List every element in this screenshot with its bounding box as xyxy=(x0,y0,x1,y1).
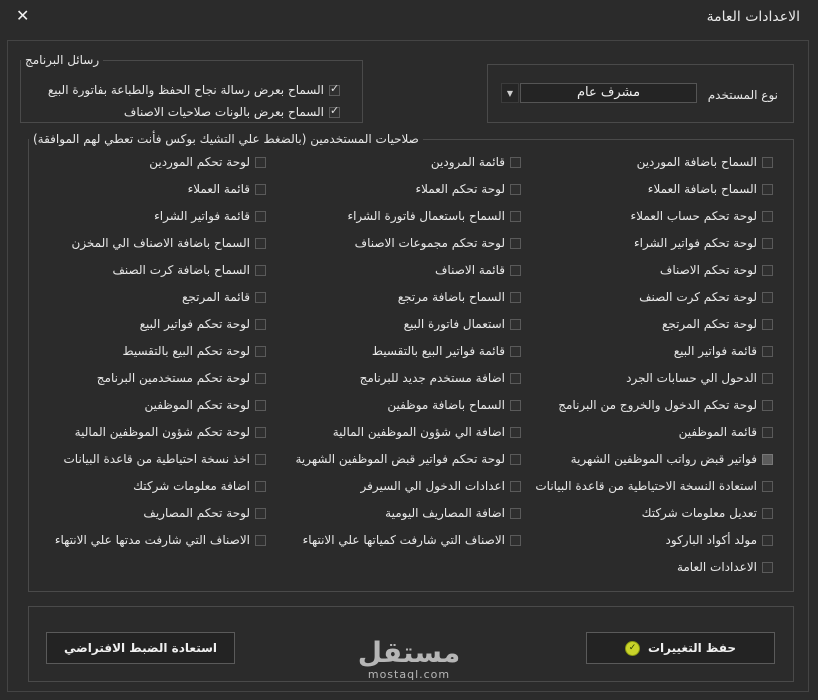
permission-checkbox-row[interactable] xyxy=(387,396,521,414)
checkbox-label: لوحة تحكم العملاء xyxy=(415,182,505,196)
save-button[interactable] xyxy=(586,632,775,664)
checkbox[interactable] xyxy=(510,373,521,384)
checkbox[interactable] xyxy=(762,400,773,411)
checkbox-label: السماح باضافة موظفين xyxy=(387,398,505,412)
reset-defaults-label: استعادة الضبط الافتراضي xyxy=(64,641,217,655)
permission-checkbox-row[interactable] xyxy=(149,153,266,171)
checkbox-label: استعمال فاتورة البيع xyxy=(403,317,505,331)
checkbox[interactable] xyxy=(510,454,521,465)
checkbox-label: لوحة تحكم فواتير البيع xyxy=(139,317,250,331)
permission-checkbox-row[interactable] xyxy=(182,288,266,306)
permission-checkbox-row[interactable] xyxy=(639,288,773,306)
checkbox-label: قائمة الموظفين xyxy=(678,425,757,439)
watermark-arabic: مستقل xyxy=(357,636,461,669)
checkbox-label: اضافة الي شؤون الموظفين المالية xyxy=(332,425,505,439)
permission-checkbox-row[interactable] xyxy=(333,423,521,441)
window-title: الاعدادات العامة xyxy=(706,9,800,25)
checkbox-label: السماح باضافة الموردين xyxy=(636,155,757,169)
permission-checkbox-row[interactable] xyxy=(631,207,773,225)
permission-checkbox-row[interactable] xyxy=(360,369,521,387)
checkbox-label: قائمة فواتير البيع بالتقسيط xyxy=(371,344,505,358)
checkbox-label: لوحة تحكم الاصناف xyxy=(659,263,757,277)
permission-checkbox-row[interactable] xyxy=(404,315,521,333)
checkbox[interactable] xyxy=(255,427,266,438)
permission-checkbox-row[interactable] xyxy=(124,103,340,121)
checkbox[interactable] xyxy=(255,535,266,546)
reset-defaults-button[interactable] xyxy=(46,632,235,664)
checkbox[interactable] xyxy=(510,292,521,303)
checkbox-label: اضافة المصاريف اليومية xyxy=(385,506,505,520)
checkbox-label: السماح باضافة العملاء xyxy=(647,182,757,196)
permission-checkbox-row[interactable] xyxy=(385,504,521,522)
checkbox-label: تعديل معلومات شركتك xyxy=(641,506,757,520)
checkbox-label: لوحة تحكم فواتير قبض الموظفين الشهرية xyxy=(295,452,505,466)
checkbox[interactable] xyxy=(255,184,266,195)
checkbox-label: لوحة تحكم حساب العملاء xyxy=(630,209,757,223)
permission-checkbox-row[interactable] xyxy=(634,234,773,252)
checkbox[interactable] xyxy=(762,562,773,573)
checkbox-label: استعادة النسخة الاحتياطية من قاعدة البيانات xyxy=(535,479,757,493)
checkbox[interactable] xyxy=(255,292,266,303)
permission-checkbox-row[interactable] xyxy=(642,504,773,522)
permission-checkbox-row[interactable] xyxy=(347,207,521,225)
permission-checkbox-row[interactable] xyxy=(558,396,773,414)
permission-checkbox-row[interactable] xyxy=(361,477,521,495)
checkbox[interactable] xyxy=(762,481,773,492)
permission-checkbox-row[interactable] xyxy=(398,288,521,306)
checkbox-label: قائمة فواتير الشراء xyxy=(154,209,250,223)
checkbox[interactable] xyxy=(762,157,773,168)
permission-checkbox-row[interactable] xyxy=(97,369,266,387)
checkbox-label: السماح بعرض بالونات صلاحيات الاصناف xyxy=(123,105,324,119)
chevron-down-icon[interactable]: ▼ xyxy=(501,83,519,103)
checkbox[interactable] xyxy=(255,157,266,168)
watermark-logo xyxy=(354,638,464,681)
save-button-label: حفظ التغييرات xyxy=(647,641,737,655)
checkbox[interactable] xyxy=(255,238,266,249)
checkbox-label: السماح باضافة مرتجع xyxy=(397,290,505,304)
checkbox-label: لوحة تحكم المصاريف xyxy=(143,506,250,520)
permission-checkbox-row[interactable] xyxy=(75,423,266,441)
checkbox-label: لوحة تحكم الموردين xyxy=(149,155,250,169)
checkbox-label: اخذ نسخة احتياطية من قاعدة البيانات xyxy=(63,452,250,466)
checkbox[interactable] xyxy=(510,481,521,492)
checkbox[interactable] xyxy=(255,454,266,465)
checkbox[interactable] xyxy=(762,265,773,276)
checkbox[interactable] xyxy=(510,400,521,411)
checkbox-label: قائمة الاصناف xyxy=(434,263,505,277)
checkbox[interactable] xyxy=(762,319,773,330)
permission-checkbox-row[interactable] xyxy=(415,180,521,198)
permission-checkbox-row[interactable] xyxy=(140,315,266,333)
permission-checkbox-row[interactable] xyxy=(48,81,340,99)
checkbox-label: لوحة تحكم الدخول والخروج من البرنامج xyxy=(558,398,757,412)
checkbox-label: الاصناف التي شارفت كمياتها علي الانتهاء xyxy=(302,533,505,547)
permission-checkbox-row[interactable] xyxy=(154,207,266,225)
checkbox-label: لوحة تحكم كرت الصنف xyxy=(639,290,757,304)
permission-checkbox-row[interactable] xyxy=(64,450,267,468)
checkbox-label: الاعدادات العامة xyxy=(676,560,757,574)
checkbox[interactable] xyxy=(762,535,773,546)
close-icon[interactable]: ✕ xyxy=(16,6,30,25)
checkbox[interactable] xyxy=(329,107,340,118)
permission-checkbox-row[interactable] xyxy=(662,315,773,333)
checkbox[interactable] xyxy=(255,508,266,519)
user-type-label: نوع المستخدم xyxy=(707,88,778,102)
checkbox[interactable] xyxy=(510,427,521,438)
permission-checkbox-row[interactable] xyxy=(122,342,266,360)
checkbox-label: لوحة تحكم الموظفين xyxy=(144,398,250,412)
checkbox[interactable] xyxy=(762,508,773,519)
user-permissions-box xyxy=(28,132,794,592)
checkbox[interactable] xyxy=(255,346,266,357)
checkbox-label: اضافة مستخدم جديد للبرنامج xyxy=(359,371,505,385)
checkbox-label: اعدادات الدخول الي السيرفر xyxy=(360,479,505,493)
checkbox-label: لوحة تحكم فواتير الشراء xyxy=(634,236,757,250)
checkbox[interactable] xyxy=(762,427,773,438)
checkbox-label: السماح باضافة الاصناف الي المخزن xyxy=(71,236,250,250)
check-circle-icon: ✓ xyxy=(625,641,640,656)
checkbox[interactable] xyxy=(762,346,773,357)
permission-checkbox-row[interactable] xyxy=(372,342,521,360)
checkbox-label: الدحول الي حسابات الجرد xyxy=(626,371,757,385)
permission-checkbox-row[interactable] xyxy=(648,180,773,198)
checkbox[interactable] xyxy=(510,265,521,276)
checkbox[interactable] xyxy=(329,85,340,96)
permission-checkbox-row[interactable] xyxy=(535,477,773,495)
permission-checkbox-row[interactable] xyxy=(55,531,266,549)
checkbox[interactable] xyxy=(255,211,266,222)
permission-checkbox-row[interactable] xyxy=(72,234,267,252)
checkbox-label: قائمة فواتير البيع xyxy=(673,344,757,358)
checkbox-label: لوحة تحكم مجموعات الاصناف xyxy=(354,236,505,250)
checkbox[interactable] xyxy=(762,454,773,465)
checkbox-label: قائمة العملاء xyxy=(187,182,250,196)
checkbox[interactable] xyxy=(510,238,521,249)
checkbox-label: قائمة المرودين xyxy=(430,155,505,169)
user-permissions-legend: صلاحيات المستخدمين (بالضغط علي التشيك بوكس فأنت تعطي لهم الموافقة) xyxy=(33,132,419,146)
checkbox[interactable] xyxy=(255,265,266,276)
program-messages-legend: رسائل البرنامج xyxy=(25,53,100,67)
title-bar xyxy=(0,0,818,36)
checkbox[interactable] xyxy=(510,157,521,168)
checkbox-label: مولد أكواد الباركود xyxy=(665,533,757,547)
permission-checkbox-row[interactable] xyxy=(144,396,266,414)
checkbox[interactable] xyxy=(510,184,521,195)
checkbox[interactable] xyxy=(762,211,773,222)
permission-checkbox-row[interactable] xyxy=(355,234,521,252)
permission-checkbox-row[interactable] xyxy=(660,261,773,279)
permission-checkbox-row[interactable] xyxy=(626,369,773,387)
checkbox-label: السماح باضافة كرت الصنف xyxy=(112,263,250,277)
user-type-dropdown[interactable] xyxy=(501,83,697,103)
checkbox-label: لوحة تحكم شؤون الموظفين المالية xyxy=(74,425,250,439)
checkbox[interactable] xyxy=(255,481,266,492)
permission-checkbox-row[interactable] xyxy=(666,531,773,549)
checkbox[interactable] xyxy=(255,400,266,411)
watermark-latin: mostaql.com xyxy=(367,668,451,681)
permission-checkbox-row[interactable] xyxy=(303,531,521,549)
permission-checkbox-row[interactable] xyxy=(295,450,521,468)
checkbox-label: اضافة معلومات شركتك xyxy=(133,479,250,493)
checkbox-label: السماح باستعمال فاتورة الشراء xyxy=(347,209,505,223)
checkbox-label: لوحة تحكم المرتجع xyxy=(661,317,757,331)
checkbox[interactable] xyxy=(510,319,521,330)
permission-checkbox-row[interactable] xyxy=(679,423,773,441)
permission-checkbox-row[interactable] xyxy=(431,153,521,171)
checkbox-label: فواتير قبض رواتب الموظفين الشهرية xyxy=(570,452,757,466)
permission-checkbox-row[interactable] xyxy=(435,261,521,279)
permission-checkbox-row[interactable] xyxy=(188,180,266,198)
checkbox[interactable] xyxy=(255,319,266,330)
permission-checkbox-row[interactable] xyxy=(112,261,266,279)
checkbox-label: قائمة المرتجع xyxy=(182,290,250,304)
permission-checkbox-row[interactable] xyxy=(571,450,773,468)
checkbox-label: الاصناف التي شارفت مدتها علي الانتهاء xyxy=(54,533,250,547)
checkbox-label: لوحة تحكم البيع بالتقسيط xyxy=(122,344,250,358)
permission-checkbox-row[interactable] xyxy=(674,342,773,360)
checkbox-label: لوحة تحكم مستخدمين البرنامج xyxy=(96,371,250,385)
user-type-value[interactable]: مشرف عام xyxy=(520,83,697,103)
checkbox[interactable] xyxy=(255,373,266,384)
checkbox[interactable] xyxy=(510,535,521,546)
permission-checkbox-row[interactable] xyxy=(133,477,266,495)
checkbox[interactable] xyxy=(510,508,521,519)
checkbox[interactable] xyxy=(510,346,521,357)
checkbox[interactable] xyxy=(510,211,521,222)
checkbox[interactable] xyxy=(762,238,773,249)
permission-checkbox-row[interactable] xyxy=(677,558,773,576)
permission-checkbox-row[interactable] xyxy=(143,504,266,522)
checkbox-label: السماح بعرض رسالة نجاح الحفظ والطباعة بفاتورة البيع xyxy=(47,83,324,97)
permission-checkbox-row[interactable] xyxy=(637,153,773,171)
checkbox[interactable] xyxy=(762,184,773,195)
checkbox[interactable] xyxy=(762,373,773,384)
checkbox[interactable] xyxy=(762,292,773,303)
